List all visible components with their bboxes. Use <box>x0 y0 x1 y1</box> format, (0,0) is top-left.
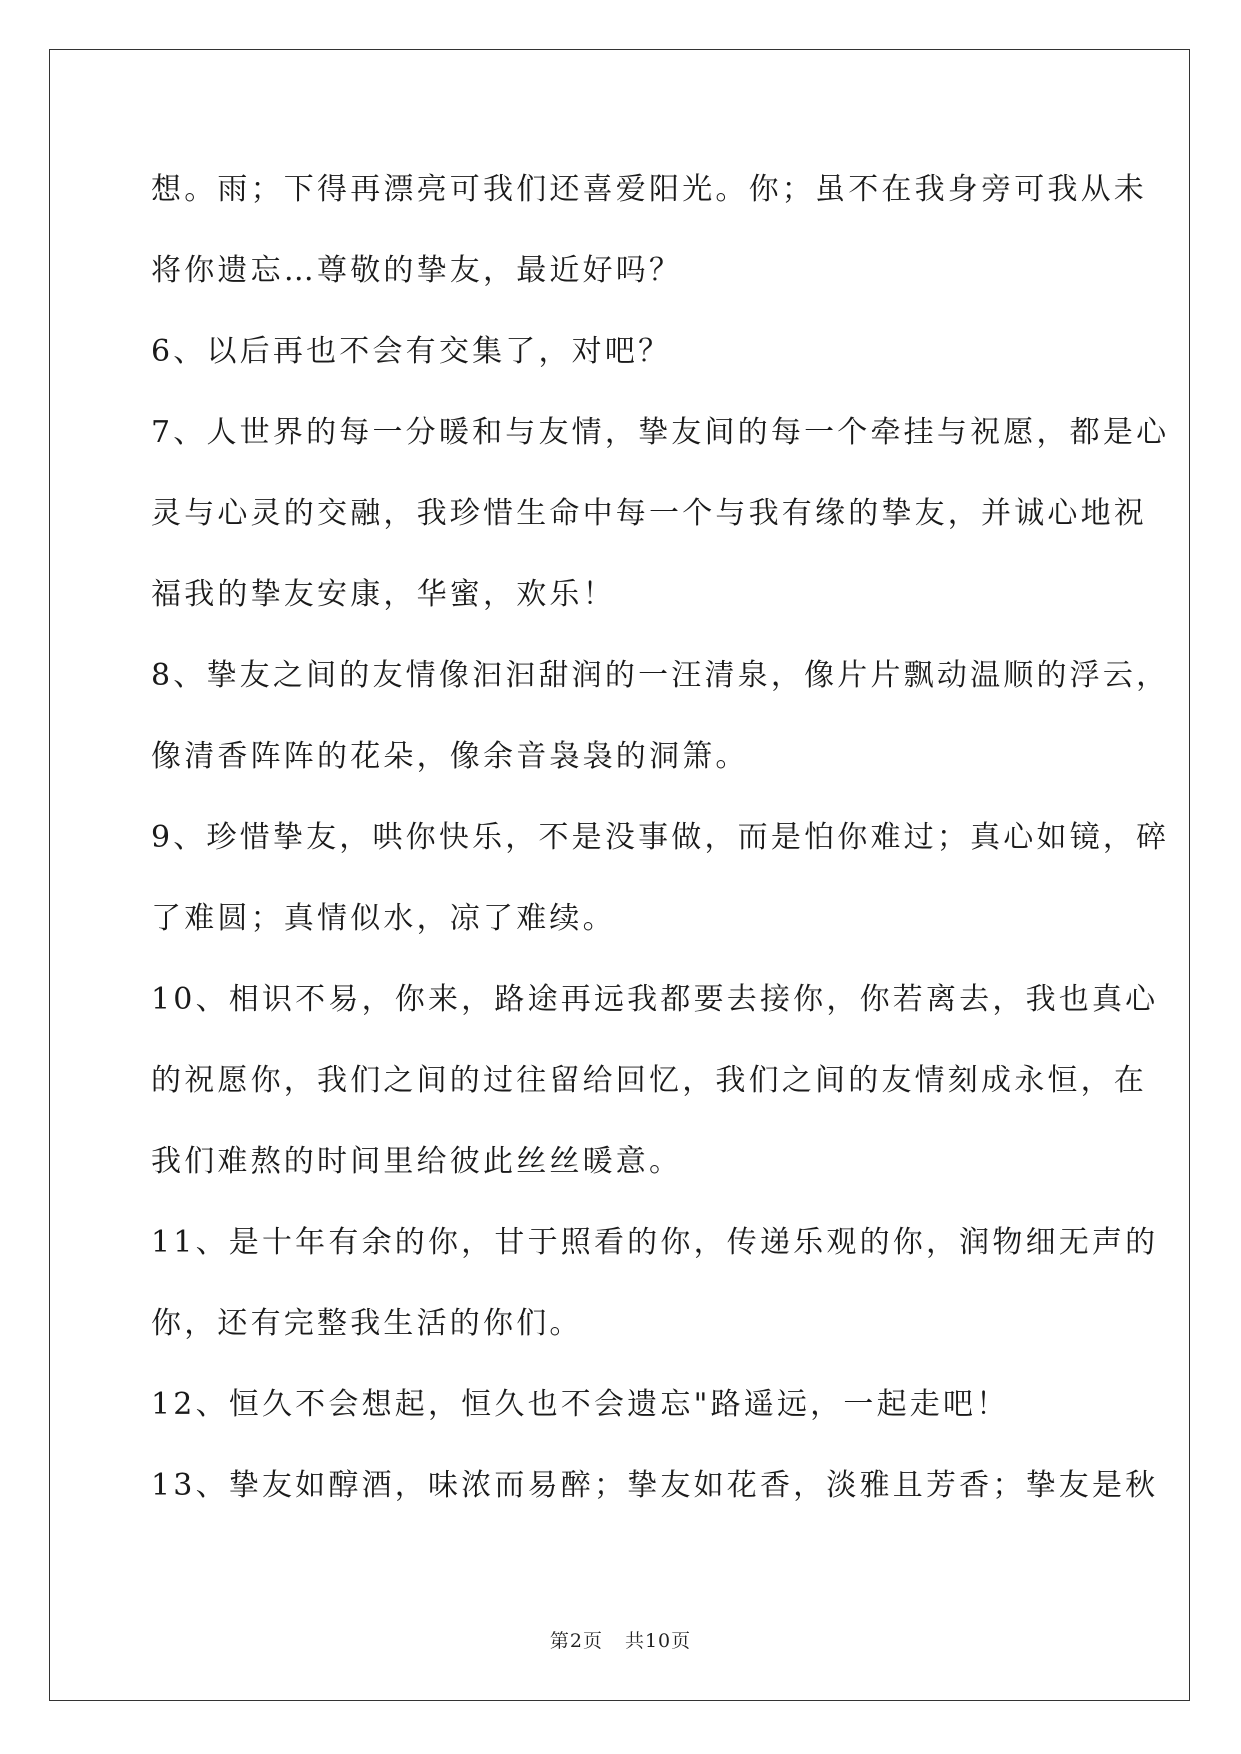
text-line: 想。雨；下得再漂亮可我们还喜爱阳光。你；虽不在我身旁可我从未 <box>151 172 1147 207</box>
text-line: 像清香阵阵的花朵，像余音袅袅的洞箫。 <box>151 739 749 774</box>
page-footer <box>0 1626 1241 1653</box>
text-line: 6、以后再也不会有交集了，对吧？ <box>151 334 672 369</box>
text-line: 11、是十年有余的你，甘于照看的你，传递乐观的你，润物细无声的 <box>151 1225 1159 1260</box>
text-line: 13、挚友如醇酒，味浓而易醉；挚友如花香，淡雅且芳香；挚友是秋 <box>151 1468 1159 1503</box>
text-line: 我们难熬的时间里给彼此丝丝暖意。 <box>151 1144 683 1179</box>
text-line: 7、人世界的每一分暖和与友情，挚友间的每一个牵挂与祝愿，都是心 <box>151 415 1170 450</box>
document-body <box>151 160 1170 1537</box>
text-line: 将你遗忘…尊敬的挚友，最近好吗？ <box>151 253 683 288</box>
text-line: 8、挚友之间的友情像汩汩甜润的一汪清泉，像片片飘动温顺的浮云， <box>151 658 1170 693</box>
text-line: 你，还有完整我生活的你们。 <box>151 1306 583 1341</box>
text-line: 灵与心灵的交融，我珍惜生命中每一个与我有缘的挚友，并诚心地祝 <box>151 496 1147 531</box>
text-line: 10、相识不易，你来，路途再远我都要去接你，你若离去，我也真心 <box>151 982 1159 1017</box>
text-line: 12、恒久不会想起，恒久也不会遗忘"路遥远，一起走吧！ <box>151 1387 1010 1422</box>
page-number: 第2页 <box>549 1630 603 1652</box>
page-total: 共10页 <box>624 1630 692 1652</box>
text-line: 了难圆；真情似水，凉了难续。 <box>151 901 616 936</box>
text-line: 福我的挚友安康，华蜜，欢乐！ <box>151 577 616 612</box>
text-line: 的祝愿你，我们之间的过往留给回忆，我们之间的友情刻成永恒，在 <box>151 1063 1147 1098</box>
text-line: 9、珍惜挚友，哄你快乐，不是没事做，而是怕你难过；真心如镜，碎 <box>151 820 1170 855</box>
